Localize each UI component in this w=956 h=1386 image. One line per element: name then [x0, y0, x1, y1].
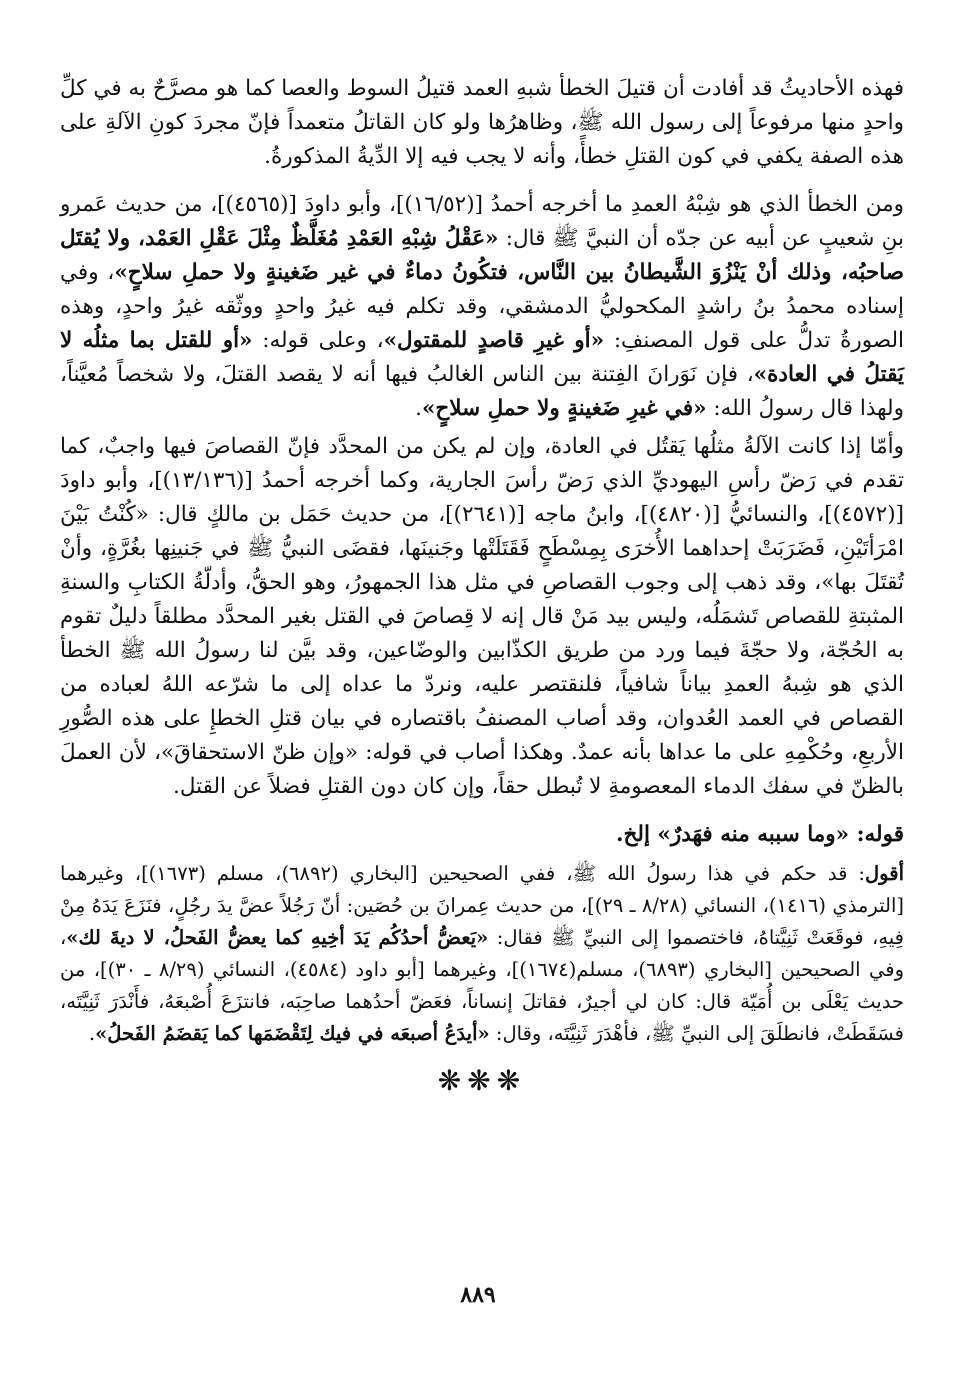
- paragraph-2: [60, 188, 904, 426]
- section-separator: ❋❋❋: [437, 1064, 527, 1097]
- paragraph-2-text-d: ، فإن نَوَرانَ الفِتنة بين الناس الغالبُ فيها أنه لا يقصد القتلَ، ولا شخصاً مُعيَّناً، ولهذا قال رسولُ الله:: [60, 362, 904, 421]
- paragraph-2-text-e: .: [415, 396, 422, 421]
- hadith-quote: «أيدَعُ أصبعَه في فيك لِتَقْضَمَها كما يَقضَمُ الفَحلُ»: [95, 1022, 490, 1045]
- hadith-quote: «يَعضُّ أحدُكُم يَدَ أخِيهِ كما يعضُّ الفَحلُ، لا ديةَ لك»: [66, 926, 489, 949]
- paragraph-1-text: فهذه الأحاديثُ قد أفادت أن قتيلَ الخطأ شبهِ العمد قتيلُ السوط والعصا كما هو مصرَّحٌ به في كلِّ واحدٍ منها مرفوعاً إلى رسول الله ﷺ، وظاهرُها ولو كان القاتلُ متعمداً فإنّ مجردَ كونِ الآلةِ على هذه الصفة يكفي في كون القتلِ خطأً، وأنه لا يجب فيه إلا الدِّيةُ المذكورةُ.: [60, 76, 904, 169]
- page-number: ٨٨٩: [460, 1282, 496, 1308]
- paragraph-4-text-b: ، وفي الصحيحين [البخاري (٦٨٩٣)، مسلم(١٦٧٤)]، وغيرهما [أبو داود (٤٥٨٤)، النسائي (٨/٢٩ ـ ٣٠)]، من حديث يَعْلَى بن أُمَيّة قال: كان لي أجيرٌ، فقاتلَ إنساناً، فعَضّ أحدُهما صاحِبَه، فانتزَعَ أُصْبعَهُ، فأَنْدَرَ ثَنِيَّتَه، فسَقَطَتْ، فانطلَقَ إلى النبيِّ ﷺ، فأهْدَرَ ثَنِيَّتَه، وقال:: [60, 926, 905, 1045]
- paragraph-2-text-b: ، وفي إسناده محمدُ بنُ راشدٍ المكحوليُّ الدمشقي، وقد تكلم فيه غيرُ واحدٍ ووثّقه غيرُ واحدٍ، وهذه الصورةُ تدلُّ على قول المصنفِ:: [60, 260, 904, 353]
- paragraph-4-text-a: : قد حكم في هذا رسولُ الله ﷺ، ففي الصحيحين [البخاري (٦٨٩٢)، مسلم (١٦٧٣)]، وغيرهما [الترمذي (١٤١٦)، النسائي (٨/٢٨ ـ ٢٩)]، من حديث عِمرانَ بن حُصَين: أنّ رَجُلاً عضَّ يدَ رجُلٍ، فنَزَعَ يَدَهُ مِنْ فِيهِ، فوقَعَتْ ثَنِيَّتاهُ، فاختصموا إلى النبيِّ ﷺ فقال:: [60, 862, 904, 949]
- paragraph-3: [60, 430, 904, 804]
- paragraph-1: [60, 72, 904, 174]
- section-heading: قوله: «وما سببه منه فهَدرٌ» إلخ.: [616, 822, 904, 847]
- paragraph-4-text-c: .: [88, 1022, 96, 1045]
- paragraph-2-text-a: ومن الخطأ الذي هو شِبْهُ العمدِ ما أخرجه أحمدُ [(١٦/٥٢)]، وأبو داودَ [(٤٥٦٥)]، من حديث عَمرو بنِ شعيبٍ عن أبيه عن جدّه أن النبيَّ ﷺ قال:: [60, 192, 904, 251]
- paragraph-3-text: وأمّا إذا كانت الآلةُ مثلُها يَقتُل في العادة، وإن لم يكن من المحدَّد فإنّ القصاصَ فيها واجبٌ، كما تقدم في رَضّ رأسِ اليهوديِّ الذي رَضّ رأسَ الجارية، وكما أخرجه أحمدُ [(١٣/١٣٦)]، وأبو داودَ [(٤٥٧٢)]، والنسائيُّ [(٤٨٢٠)]، وابنُ ماجه [(٢٦٤١)]، من حديث حَمَل بن مالكٍ قال: «كُنْتُ بَيْنَ امْرَأتَيْنِ، فَضَرَبَتْ إحداهما الأُخرَى بِمِسْطَحٍ فَقَتَلَتْها وجَنينَها، فقضَى النبيُّ ﷺ في جَنينِها بغُرَّةٍ، وأنْ تُقتَلَ بها»، وقد ذهب إلى وجوب القصاصِ في مثل هذا الجمهورُ، وهو الحقُّ، وأدلّةُ الكتابِ والسنةِ المثبتةِ للقصاص تَشمَلُه، وليس بيد مَنْ قال إنه لا قِصاصَ في القتل بغير المحدَّد مطلقاً دليلٌ تقوم به الحُجّة، ولا حجّةَ فيما ورد من طريق الكذّابين والوضّاعين، وقد بيَّن لنا رسولُ الله ﷺ الخطأ الذي هو شِبهُ العمدِ بياناً شافياً، فلنقتصر عليه، ونردّ ما عداه إلى ما شرّعه اللهُ لعباده من القصاص في العمد العُدوان، وقد أصاب المصنفُ باقتصاره في بيان قتلِ الخطإِ على هذه الصُّورِ الأربعِ، وحُكْمِهِ على ما عداها بأنه عمدٌ. وهكذا أصاب في قوله: «وإن ظنّ الاستحقاقَ»، لأن العملَ بالظنّ في سفك الدماء المعصومةِ لا تُبطل حقاً، وإن كان دون القتلِ فضلاً عن القتل.: [60, 434, 904, 799]
- hadith-quote: «في غيرِ ضَغينةٍ ولا حملِ سلاحٍ»: [421, 396, 707, 421]
- author-quote: «أو للقتل بما مثلُه لا يَقتلُ في العادة»: [60, 328, 904, 387]
- paragraph-2-text-c: ، وعلى قوله:: [252, 328, 384, 353]
- author-quote: «أو غيرِ قاصدٍ للمقتول»: [383, 328, 605, 353]
- hadith-quote: «عَقْلُ شِبْهِ العَمْدِ مُغَلَّظٌ مِثْلَ عَقْلِ العَمْد، ولا يُقتَل صاحبُه، وذلك أنْ يَنْزُوَ الشَّيطانُ بين النَّاس، فتكُونُ دماءٌ في غير ضَغينةٍ ولا حملِ سلاحٍ»: [60, 226, 905, 285]
- paragraph-4: [60, 858, 904, 1050]
- paragraph-4-lead: أقول: [865, 862, 904, 885]
